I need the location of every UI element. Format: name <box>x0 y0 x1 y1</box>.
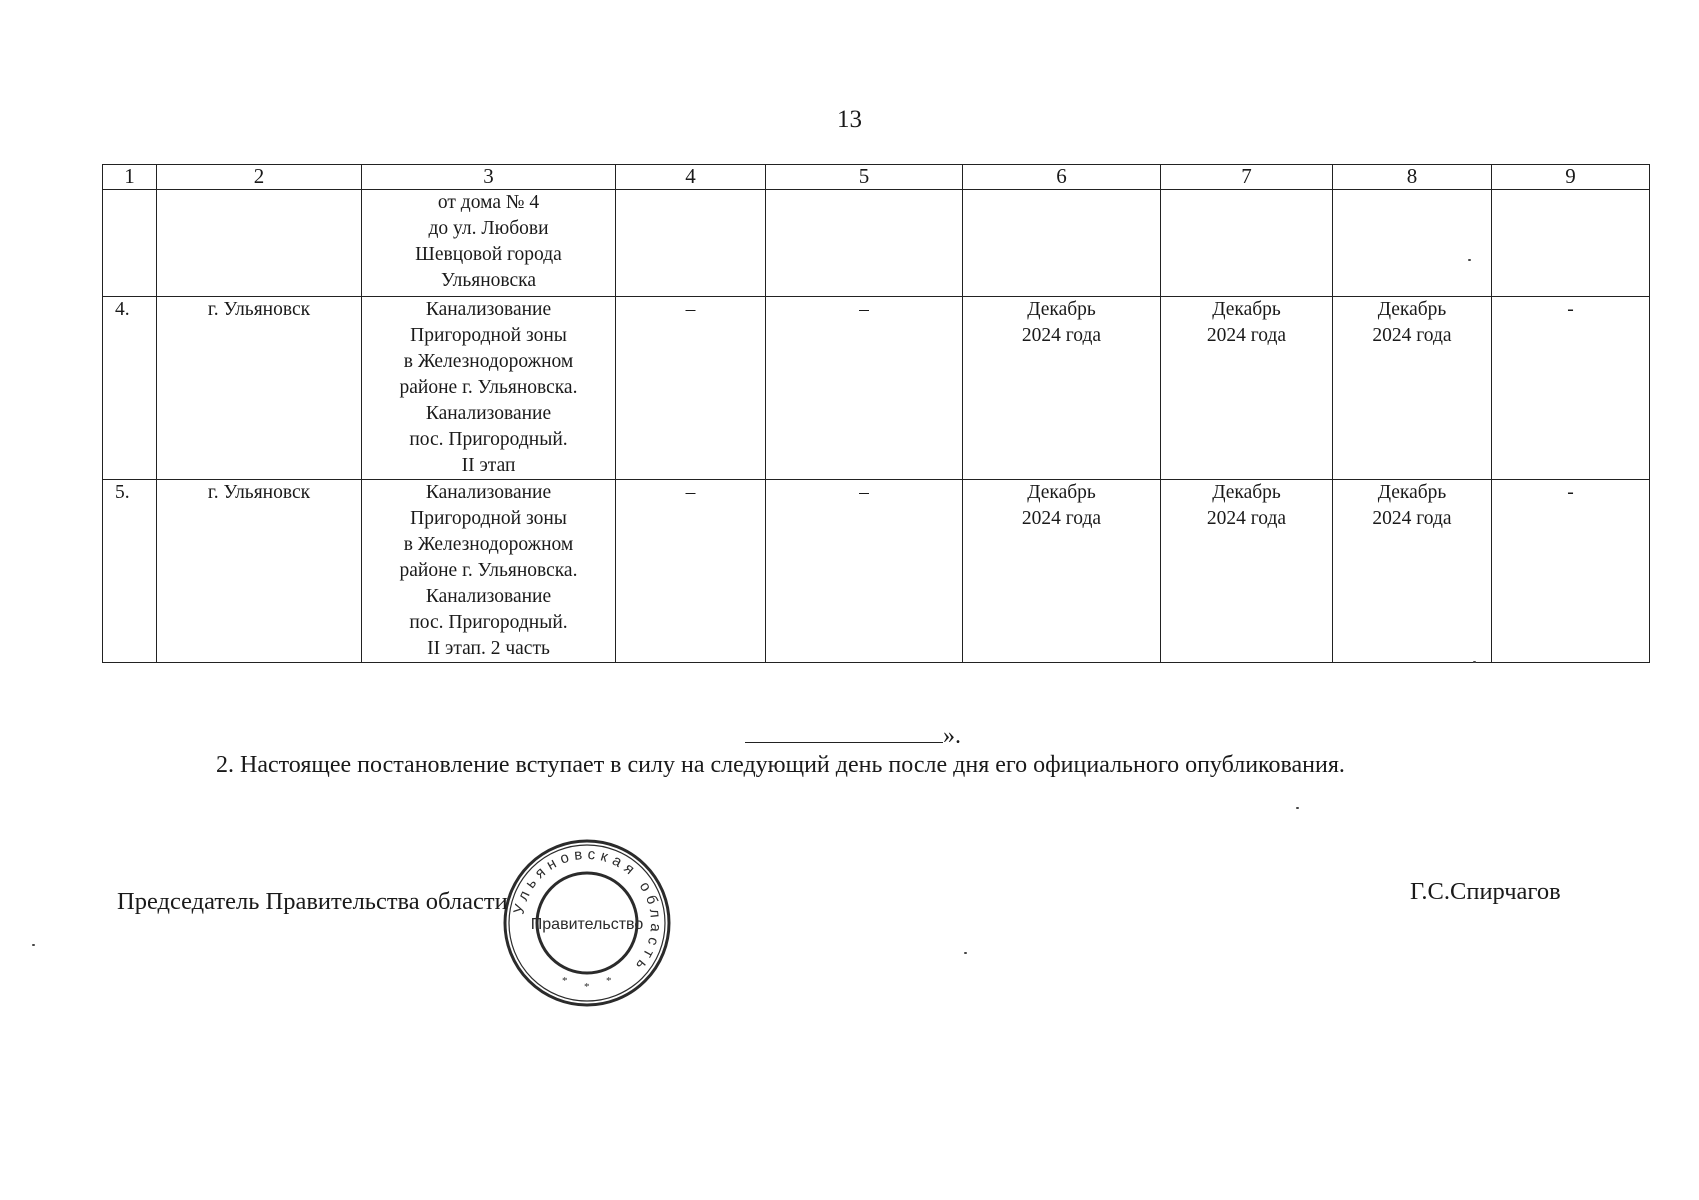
object-cell: от дома № 4 до ул. Любови Шевцовой города Ульяновска <box>362 190 616 297</box>
page-number: 13 <box>837 106 862 133</box>
header-cell-8: 8 <box>1333 165 1492 190</box>
seal-ring-text: Ульяновская область <box>510 845 665 978</box>
date-cell: Декабрь 2024 года <box>1161 480 1333 663</box>
date-cell: Декабрь 2024 года <box>1161 297 1333 480</box>
row-number: 5. <box>103 480 157 663</box>
header-cell-3: 3 <box>362 165 616 190</box>
signer-title: Председатель Правительства области <box>117 888 508 915</box>
header-cell-1: 1 <box>103 165 157 190</box>
header-cell-9: 9 <box>1492 165 1650 190</box>
scan-speck <box>1296 807 1299 809</box>
date-cell: Декабрь 2024 года <box>963 297 1161 480</box>
schedule-table <box>102 164 1650 663</box>
col5-cell: – <box>766 297 963 480</box>
table-row <box>103 297 1650 480</box>
signer-name: Г.С.Спирчагов <box>1410 878 1561 905</box>
blank-line <box>745 720 943 743</box>
locality-cell: г. Ульяновск <box>157 297 362 480</box>
header-cell-5: 5 <box>766 165 963 190</box>
header-cell-2: 2 <box>157 165 362 190</box>
scan-speck <box>1473 661 1476 663</box>
header-cell-6: 6 <box>963 165 1161 190</box>
scan-speck <box>1468 259 1471 261</box>
seal-star-icon: * <box>606 975 612 987</box>
date-cell: Декабрь 2024 года <box>963 480 1161 663</box>
closing-quote: ». <box>943 723 961 749</box>
header-cell-7: 7 <box>1161 165 1333 190</box>
seal-center-text: Правительство <box>530 916 644 933</box>
object-cell: Канализование Пригородной зоны в Железнодорожном районе г. Ульяновска. Канализование пос. Пригородный. II этап. 2 часть <box>362 480 616 663</box>
seal-star-icon: * <box>562 975 568 987</box>
table-row <box>103 480 1650 663</box>
header-cell-4: 4 <box>616 165 766 190</box>
header-row <box>103 165 1650 190</box>
seal-star-icon: * <box>584 981 590 993</box>
col5-cell: – <box>766 480 963 663</box>
paragraph-2: 2. Настоящее постановление вступает в силу на следующий день после дня его официального опубликования. <box>216 752 1345 778</box>
row-number: 4. <box>103 297 157 480</box>
col9-cell: - <box>1492 297 1650 480</box>
col4-cell: – <box>616 480 766 663</box>
closing-quote-line <box>745 720 961 750</box>
scan-speck <box>964 952 967 954</box>
table-row-continuation <box>103 190 1650 297</box>
object-cell: Канализование Пригородной зоны в Железнодорожном районе г. Ульяновска. Канализование пос. Пригородный. II этап <box>362 297 616 480</box>
locality-cell: г. Ульяновск <box>157 480 362 663</box>
col4-cell: – <box>616 297 766 480</box>
col9-cell: - <box>1492 480 1650 663</box>
date-cell: Декабрь 2024 года <box>1333 297 1492 480</box>
date-cell: Декабрь 2024 года <box>1333 480 1492 663</box>
scan-speck <box>32 944 35 946</box>
official-seal <box>502 838 672 1008</box>
